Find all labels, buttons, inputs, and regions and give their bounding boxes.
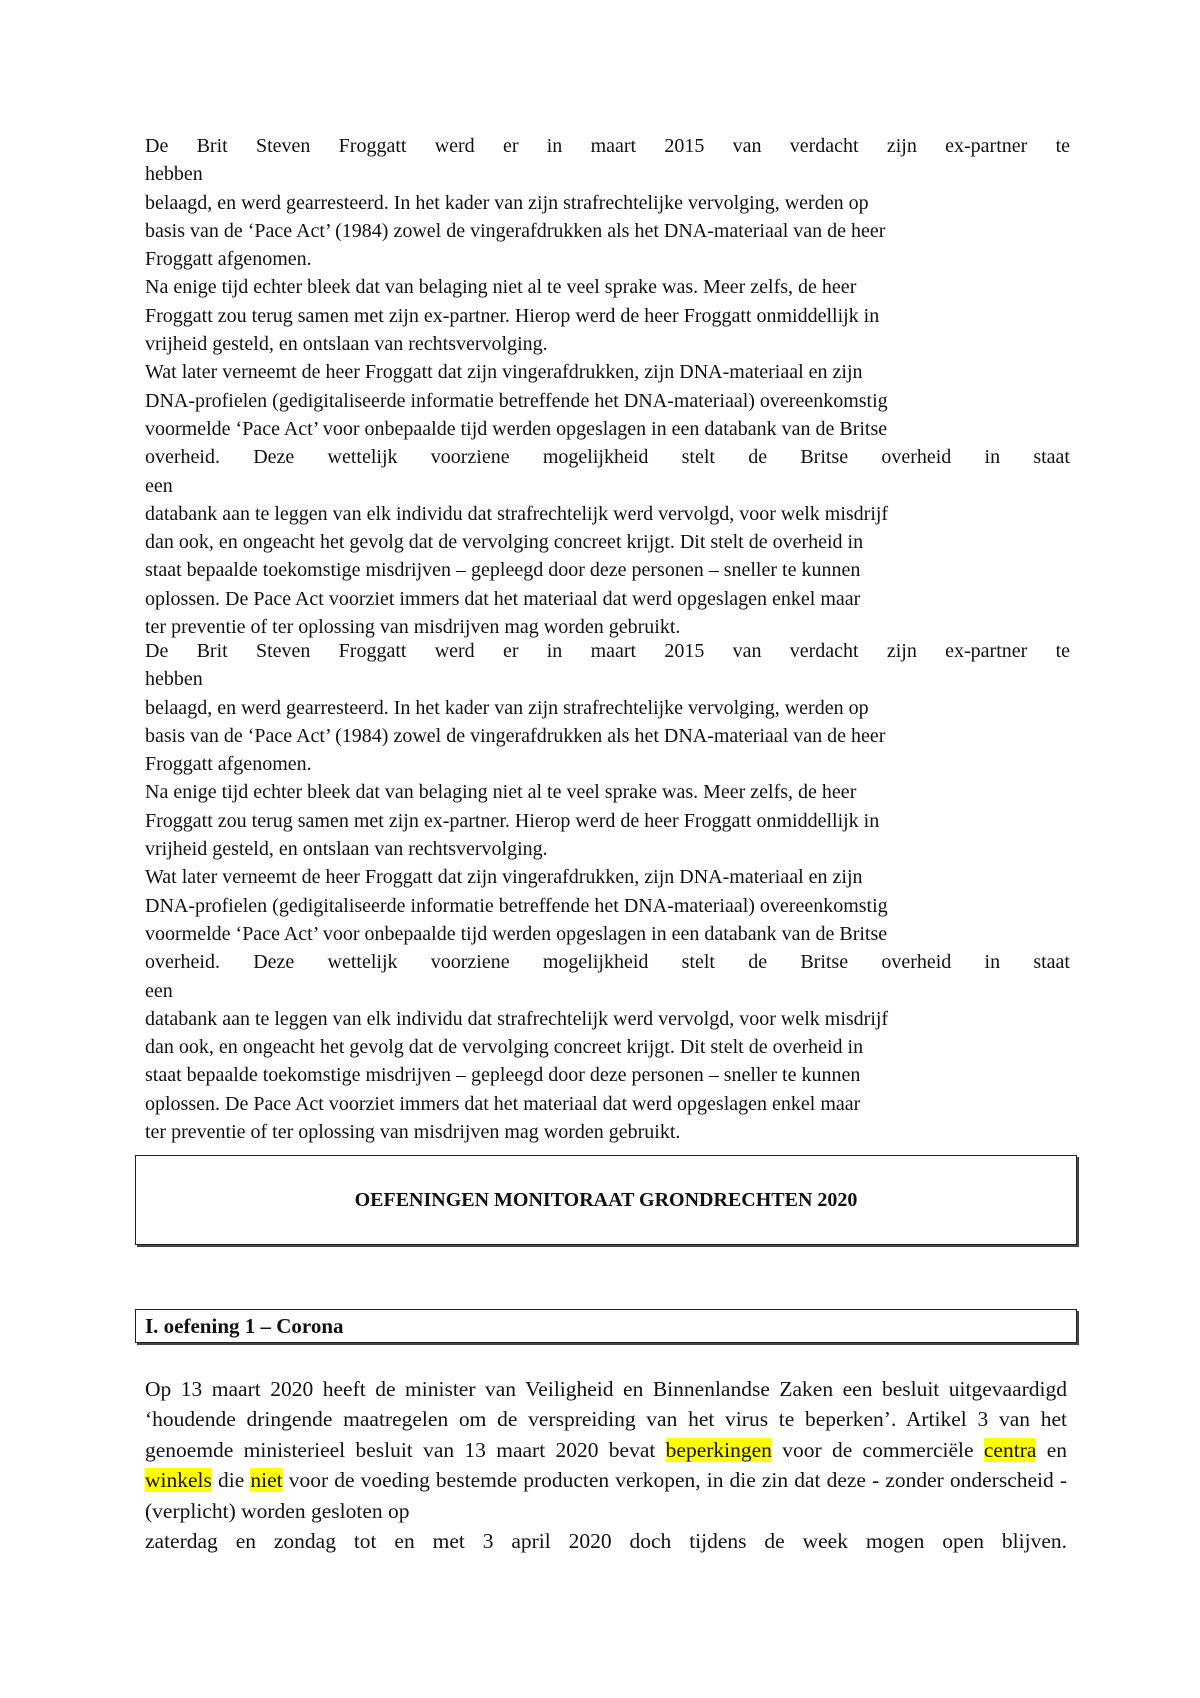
- text-block-2: [145, 637, 1070, 1146]
- highlight-centra: centra: [983, 1437, 1037, 1462]
- text-line: Froggatt afgenomen.: [145, 248, 312, 271]
- text-line: databank aan te leggen van elk individu dat strafrechtelijk werd vervolgd, voor welk misdrijf: [145, 1007, 889, 1030]
- exercise-paragraph: [145, 1374, 1067, 1556]
- text-line: belaagd, en werd gearresteerd. In het kader van zijn strafrechtelijke vervolging, werden op: [145, 696, 869, 719]
- text-line: basis van de ‘Pace Act’ (1984) zowel de vingerafdrukken als het DNA-materiaal van de heer: [145, 724, 886, 747]
- document-title: OEFENINGEN MONITORAAT GRONDRECHTEN 2020: [354, 1188, 858, 1211]
- exercise-text-part: die: [217, 1468, 245, 1493]
- exercise-text-part: voor de voeding bestemde producten verkopen, in die zin dat deze - zonder onderscheid - (verplicht) worden gesloten op: [145, 1468, 1068, 1523]
- highlight-niet: niet: [250, 1468, 283, 1493]
- text-line: belaagd, en werd gearresteerd. In het kader van zijn strafrechtelijke vervolging, werden op: [145, 191, 869, 214]
- text-line: staat bepaalde toekomstige misdrijven – gepleegd door deze personen – sneller te kunnen: [145, 1064, 861, 1087]
- text-line: overheid. Deze wettelijk voorziene mogelijkheid stelt de Britse overheid in staat: [145, 951, 1070, 974]
- text-line: ter preventie of ter oplossing van misdrijven mag worden gebruikt.: [145, 616, 681, 639]
- text-line: voormelde ‘Pace Act’ voor onbepaalde tijd werden opgeslagen in een databank van de Britse: [145, 417, 888, 440]
- text-line: een: [145, 474, 173, 497]
- text-line: Froggatt afgenomen.: [145, 753, 312, 776]
- text-line: oplossen. De Pace Act voorziet immers dat het materiaal dat werd opgeslagen enkel maar: [145, 1092, 861, 1115]
- text-line: Froggatt zou terug samen met zijn ex-partner. Hierop werd de heer Froggatt onmiddellijk in: [145, 809, 880, 832]
- text-block-1: [145, 132, 1070, 641]
- text-line: voormelde ‘Pace Act’ voor onbepaalde tijd werden opgeslagen in een databank van de Britse: [145, 922, 888, 945]
- text-line: ter preventie of ter oplossing van misdrijven mag worden gebruikt.: [145, 1121, 681, 1144]
- highlight-beperkingen: beperkingen: [665, 1437, 772, 1462]
- text-line: Na enige tijd echter bleek dat van belaging niet al te veel sprake was. Meer zelfs, de heer: [145, 276, 857, 299]
- text-line: hebben: [145, 163, 203, 186]
- text-line: Wat later verneemt de heer Froggatt dat zijn vingerafdrukken, zijn DNA-materiaal en zijn: [145, 361, 863, 384]
- text-line: Wat later verneemt de heer Froggatt dat zijn vingerafdrukken, zijn DNA-materiaal en zijn: [145, 866, 863, 889]
- exercise-text: [145, 1374, 1067, 1526]
- text-line: databank aan te leggen van elk individu dat strafrechtelijk werd vervolgd, voor welk misdrijf: [145, 502, 889, 525]
- text-line: staat bepaalde toekomstige misdrijven – gepleegd door deze personen – sneller te kunnen: [145, 559, 861, 582]
- text-line: hebben: [145, 668, 203, 691]
- text-line: DNA-profielen (gedigitaliseerde informatie betreffende het DNA-materiaal) overeenkomstig: [145, 894, 888, 917]
- text-line: een: [145, 979, 173, 1002]
- text-line: DNA-profielen (gedigitaliseerde informatie betreffende het DNA-materiaal) overeenkomstig: [145, 389, 888, 412]
- text-line: overheid. Deze wettelijk voorziene mogelijkheid stelt de Britse overheid in staat: [145, 446, 1070, 469]
- text-line: basis van de ‘Pace Act’ (1984) zowel de vingerafdrukken als het DNA-materiaal van de heer: [145, 219, 886, 242]
- exercise-text-part: voor de commerciële: [782, 1437, 974, 1462]
- text-line: De Brit Steven Froggatt werd er in maart 2015 van verdacht zijn ex-partner te: [145, 135, 1070, 157]
- exercise-last-line: zaterdag en zondag tot en met 3 april 2020 doch tijdens de week mogen open blijven.: [145, 1529, 1067, 1554]
- text-line: vrijheid gesteld, en ontslaan van rechtsvervolging.: [145, 333, 548, 356]
- text-line: vrijheid gesteld, en ontslaan van rechtsvervolging.: [145, 838, 548, 861]
- text-line: dan ook, en ongeacht het gevolg dat de vervolging concreet krijgt. Dit stelt de overheid in: [145, 531, 864, 554]
- section-heading: I. oefening 1 – Corona: [145, 1313, 344, 1338]
- exercise-text-part: en: [1046, 1437, 1068, 1462]
- text-line: oplossen. De Pace Act voorziet immers dat het materiaal dat werd opgeslagen enkel maar: [145, 587, 861, 610]
- exercise-text-start: Op 13 maart 2020 heeft de minister van Veiligheid en Binnenlandse Zaken een besluit uitgevaardigd ‘houdende dringende maatregelen om de verspreiding van het virus te beperken’. Artikel 3 van het genoemde ministerieel besluit van 13 maart 2020 bevat: [145, 1377, 1067, 1462]
- text-line: Froggatt zou terug samen met zijn ex-partner. Hierop werd de heer Froggatt onmiddellijk in: [145, 304, 880, 327]
- title-box: [135, 1155, 1077, 1245]
- section-heading-box: [135, 1309, 1077, 1343]
- highlight-winkels: winkels: [145, 1468, 212, 1493]
- text-line: dan ook, en ongeacht het gevolg dat de vervolging concreet krijgt. Dit stelt de overheid in: [145, 1036, 864, 1059]
- text-line: De Brit Steven Froggatt werd er in maart 2015 van verdacht zijn ex-partner te: [145, 640, 1070, 662]
- text-line: Na enige tijd echter bleek dat van belaging niet al te veel sprake was. Meer zelfs, de heer: [145, 781, 857, 804]
